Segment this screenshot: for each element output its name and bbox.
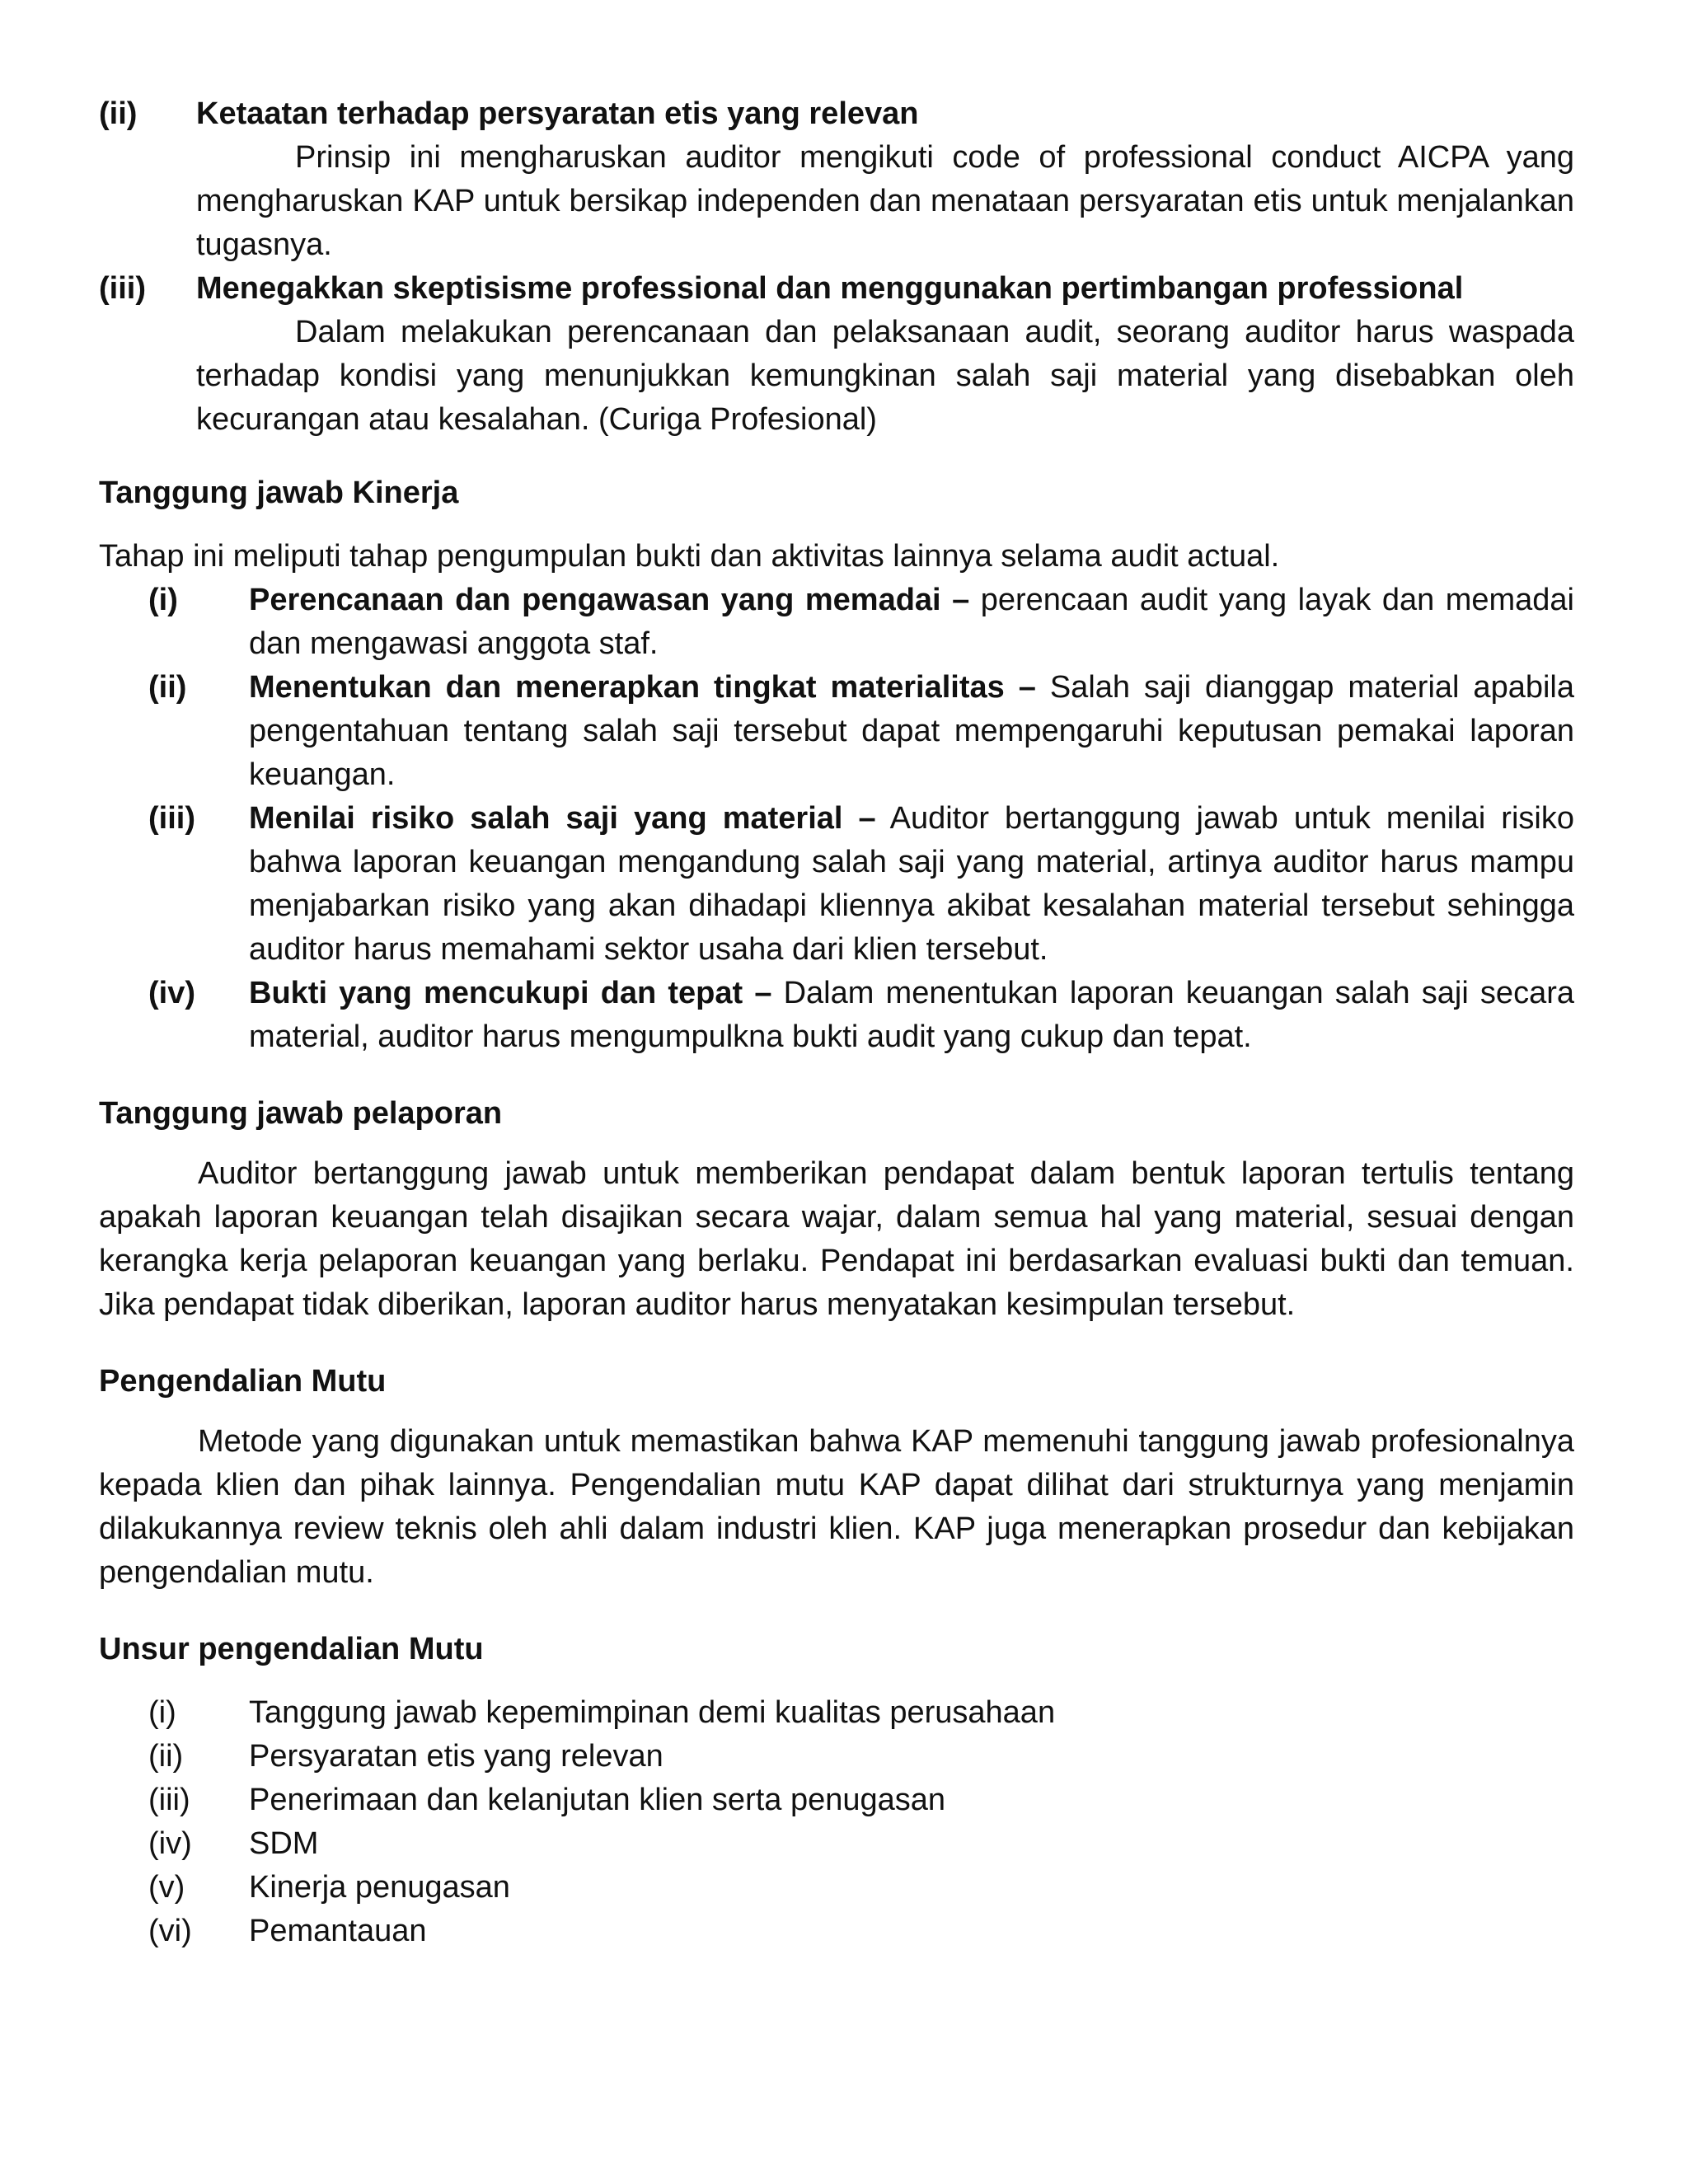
item-text: Penerimaan dan kelanjutan klien serta penugasan	[249, 1783, 946, 1817]
item-number: (i)	[148, 583, 178, 617]
item-number: (iv)	[148, 976, 195, 1010]
section-heading-pelaporan: Tanggung jawab pelaporan	[99, 1096, 503, 1131]
kinerja-item	[148, 579, 1574, 666]
item-title: Ketaatan terhadap persyaratan etis yang relevan	[196, 96, 919, 131]
unsur-item	[148, 1779, 1574, 1822]
item-body: Dalam melakukan perencanaan dan pelaksanaan audit, seorang auditor harus waspada terhadap kondisi yang menunjukkan kemungkinan salah saji material yang disebabkan oleh kecurangan atau kesalahan. (Curiga Profesional)	[196, 315, 1574, 437]
item-number: (ii)	[99, 96, 138, 131]
kinerja-intro: Tahap ini meliputi tahap pengumpulan bukti dan aktivitas lainnya selama audit actual.	[99, 539, 1280, 574]
item-text: Pemantauan	[249, 1914, 427, 1948]
kinerja-item	[148, 666, 1574, 797]
item-body: Prinsip ini mengharuskan auditor mengikuti code of professional conduct AICPA yang mengharuskan KAP untuk bersikap independen dan menataan persyaratan etis untuk menjalankan tugasnya.	[196, 140, 1574, 262]
item-body: Salah saji dianggap material apabila pengentahuan tentang salah saji tersebut dapat mempengaruhi keputusan pemakai laporan keuangan.	[249, 670, 1574, 792]
item-title: Perencanaan dan pengawasan yang memadai –	[249, 583, 970, 617]
item-number: (iii)	[99, 271, 146, 306]
item-number: (i)	[148, 1695, 176, 1730]
unsur-item	[148, 1735, 1574, 1779]
kinerja-item	[148, 797, 1574, 972]
item-title: Menegakkan skeptisisme professional dan menggunakan pertimbangan professional	[196, 271, 1464, 306]
unsur-item	[148, 1866, 1574, 1910]
item-text: SDM	[249, 1826, 319, 1861]
item-text: Persyaratan etis yang relevan	[249, 1739, 663, 1774]
item-title: Bukti yang mencukupi dan tepat –	[249, 976, 772, 1010]
item-body: Auditor bertanggung jawab untuk menilai risiko bahwa laporan keuangan mengandung salah saji yang material, artinya auditor harus mampu menjabarkan risiko yang akan dihadapi kliennya akibat kesalahan material tersebut sehingga auditor harus memahami sektor usaha dari klien tersebut.	[249, 801, 1574, 967]
section-heading-kinerja: Tanggung jawab Kinerja	[99, 476, 459, 510]
section-heading-mutu: Pengendalian Mutu	[99, 1364, 387, 1399]
unsur-item	[148, 1822, 1574, 1866]
item-number: (ii)	[148, 670, 187, 705]
item-body: Dalam menentukan laporan keuangan salah saji secara material, auditor harus mengumpulkna bukti audit yang cukup dan tepat.	[249, 976, 1574, 1054]
item-number: (vi)	[148, 1914, 192, 1948]
item-title: Menilai risiko salah saji yang material –	[249, 801, 876, 836]
item-number: (iii)	[148, 801, 195, 836]
mutu-body: Metode yang digunakan untuk memastikan bahwa KAP memenuhi tanggung jawab profesionalnya kepada klien dan pihak lainnya. Pengendalian mutu KAP dapat dilihat dari strukturnya yang menjamin dilakukannya review teknis oleh ahli dalam industri klien. KAP juga menerapkan prosedur dan kebijakan pengendalian mutu.	[99, 1424, 1574, 1590]
item-body: perencaan audit yang layak dan memadai dan mengawasi anggota staf.	[249, 583, 1574, 661]
item-number: (v)	[148, 1870, 185, 1905]
item-number: (ii)	[148, 1739, 184, 1774]
unsur-item	[148, 1691, 1574, 1735]
item-title: Menentukan dan menerapkan tingkat materialitas –	[249, 670, 1036, 705]
kinerja-item	[148, 972, 1574, 1059]
item-text: Tanggung jawab kepemimpinan demi kualitas perusahaan	[249, 1695, 1056, 1730]
unsur-item	[148, 1910, 1574, 1953]
item-number: (iv)	[148, 1826, 192, 1861]
item-number: (iii)	[148, 1783, 190, 1817]
document-page	[99, 92, 1574, 1953]
section-heading-unsur: Unsur pengendalian Mutu	[99, 1632, 484, 1666]
pelaporan-body: Auditor bertanggung jawab untuk memberikan pendapat dalam bentuk laporan tertulis tentang apakah laporan keuangan telah disajikan secara wajar, dalam semua hal yang material, sesuai dengan kerangka kerja pelaporan keuangan yang berlaku. Pendapat ini berdasarkan evaluasi bukti dan temuan. Jika pendapat tidak diberikan, laporan auditor harus menyatakan kesimpulan tersebut.	[99, 1156, 1574, 1322]
item-text: Kinerja penugasan	[249, 1870, 510, 1905]
principle-item	[99, 92, 1574, 267]
principle-item	[99, 267, 1574, 442]
